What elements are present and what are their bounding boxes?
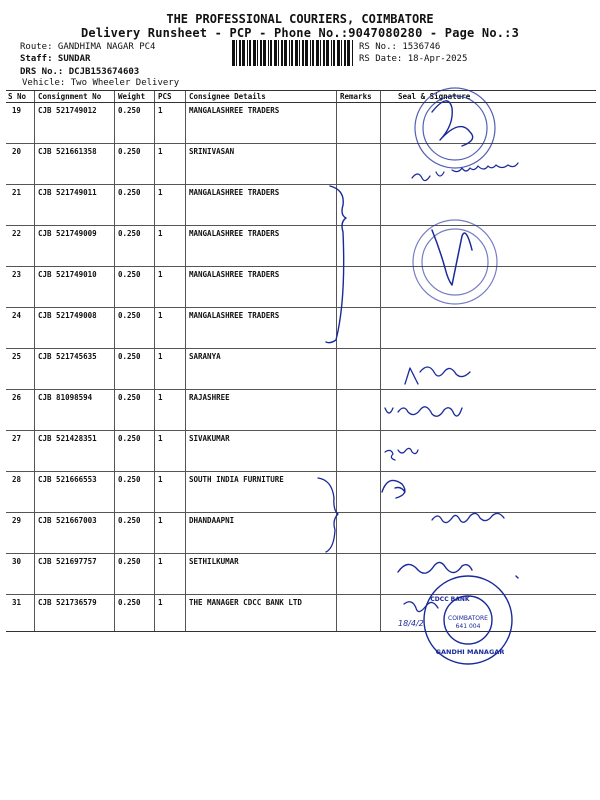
row-pcs: 1 xyxy=(158,352,163,361)
barcode-bar xyxy=(270,40,272,66)
rs-number: RS No.: 1536746 xyxy=(359,42,441,52)
svg-text:641 004: 641 004 xyxy=(455,623,481,630)
header-consignment-no: Consignment No xyxy=(38,92,102,101)
barcode-bar xyxy=(239,40,241,66)
table-row xyxy=(6,184,596,226)
row-weight: 0.250 xyxy=(118,147,141,156)
barcode-bar xyxy=(291,40,293,66)
table-row xyxy=(6,266,596,308)
header-pcs: PCS xyxy=(158,92,172,101)
row-consignment-no: CJB 521661358 xyxy=(38,147,97,156)
barcode-bar xyxy=(260,40,262,66)
row-pcs: 1 xyxy=(158,147,163,156)
row-consignment-no: CJB 521749010 xyxy=(38,270,97,279)
row-consignment-no: CJB 521749009 xyxy=(38,229,97,238)
row-sno: 30 xyxy=(12,557,22,566)
table-row xyxy=(6,471,596,513)
row-pcs: 1 xyxy=(158,393,163,402)
header-consignee: Consignee Details xyxy=(189,92,266,101)
row-consignment-no: CJB 81098594 xyxy=(38,393,93,402)
row-pcs: 1 xyxy=(158,434,163,443)
row-sno: 29 xyxy=(12,516,22,525)
table-row xyxy=(6,102,596,144)
table-row xyxy=(6,307,596,349)
row-weight: 0.250 xyxy=(118,516,141,525)
barcode-bar xyxy=(320,40,321,66)
row-sno: 26 xyxy=(12,393,22,402)
row-weight: 0.250 xyxy=(118,311,141,320)
barcode-bar xyxy=(236,40,237,66)
barcode-bar xyxy=(284,40,287,66)
barcode-bar xyxy=(247,40,248,66)
row-weight: 0.250 xyxy=(118,188,141,197)
header-sno: S No xyxy=(8,92,27,101)
table-row xyxy=(6,430,596,472)
row-weight: 0.250 xyxy=(118,229,141,238)
row-consignee: MANGALASHREE TRADERS xyxy=(189,229,280,238)
row-sno: 23 xyxy=(12,270,22,279)
row-pcs: 1 xyxy=(158,229,163,238)
header-remarks: Remarks xyxy=(340,92,372,101)
row-consignment-no: CJB 521666553 xyxy=(38,475,97,484)
row-consignee: MANGALASHREE TRADERS xyxy=(189,311,280,320)
barcode-bar xyxy=(312,40,314,66)
vehicle-label: Vehicle: Two Wheeler Delivery xyxy=(22,78,180,88)
row-weight: 0.250 xyxy=(118,598,141,607)
row-sno: 20 xyxy=(12,147,22,156)
row-sno: 25 xyxy=(12,352,22,361)
barcode-bar xyxy=(268,40,269,66)
table-row xyxy=(6,594,596,635)
row-consignee: MANGALASHREE TRADERS xyxy=(189,106,280,115)
barcode-bar xyxy=(242,40,245,66)
row-pcs: 1 xyxy=(158,311,163,320)
barcode-bar xyxy=(299,40,300,66)
row-weight: 0.250 xyxy=(118,557,141,566)
row-weight: 0.250 xyxy=(118,106,141,115)
svg-text:CDCC BANK: CDCC BANK xyxy=(430,596,470,603)
row-consignment-no: CJB 521697757 xyxy=(38,557,97,566)
barcode-bar xyxy=(232,40,235,66)
row-pcs: 1 xyxy=(158,188,163,197)
barcode-bar xyxy=(316,40,319,66)
row-pcs: 1 xyxy=(158,557,163,566)
row-sno: 22 xyxy=(12,229,22,238)
barcode-bar xyxy=(249,40,251,66)
row-consignment-no: CJB 521749008 xyxy=(38,311,97,320)
barcode xyxy=(230,40,356,66)
row-consignee: SRINIVASAN xyxy=(189,147,235,156)
runsheet-subtitle: Delivery Runsheet - PCP - Phone No.:9047080280 - Page No.:3 xyxy=(80,26,520,40)
delivery-table xyxy=(6,90,596,632)
row-sno: 27 xyxy=(12,434,22,443)
row-pcs: 1 xyxy=(158,516,163,525)
svg-text:GANDHI MANAGAR: GANDHI MANAGAR xyxy=(435,648,505,656)
barcode-bar xyxy=(333,40,335,66)
barcode-bar xyxy=(352,40,353,66)
route-label: Route: GANDHIMA NAGAR PC4 xyxy=(20,42,156,52)
barcode-bar xyxy=(337,40,340,66)
drs-number: DRS No.: DCJB153674603 xyxy=(20,67,140,77)
row-sno: 28 xyxy=(12,475,22,484)
row-sno: 19 xyxy=(12,106,22,115)
row-weight: 0.250 xyxy=(118,352,141,361)
row-weight: 0.250 xyxy=(118,434,141,443)
row-consignment-no: CJB 521749012 xyxy=(38,106,97,115)
barcode-bar xyxy=(323,40,325,66)
barcode-bar xyxy=(274,40,277,66)
barcode-bar xyxy=(347,40,350,66)
barcode-bar xyxy=(310,40,311,66)
row-consignment-no: CJB 521667003 xyxy=(38,516,97,525)
row-sno: 24 xyxy=(12,311,22,320)
table-row xyxy=(6,512,596,554)
barcode-bar xyxy=(302,40,304,66)
header-seal-signature: Seal & Signature xyxy=(398,92,471,101)
row-consignee: SARANYA xyxy=(189,352,221,361)
company-title: THE PROFESSIONAL COURIERS, COIMBATORE xyxy=(166,12,434,26)
row-consignee: RAJASHREE xyxy=(189,393,230,402)
row-pcs: 1 xyxy=(158,475,163,484)
barcode-bar xyxy=(278,40,279,66)
table-row xyxy=(6,348,596,390)
row-consignment-no: CJB 521428351 xyxy=(38,434,97,443)
barcode-bar xyxy=(253,40,256,66)
row-consignment-no: CJB 521749011 xyxy=(38,188,97,197)
barcode-bar xyxy=(257,40,258,66)
row-consignee: SIVAKUMAR xyxy=(189,434,230,443)
row-weight: 0.250 xyxy=(118,393,141,402)
table-row xyxy=(6,389,596,431)
barcode-bar xyxy=(263,40,266,66)
barcode-bar xyxy=(344,40,346,66)
row-pcs: 1 xyxy=(158,106,163,115)
staff-label: Staff: SUNDAR xyxy=(20,54,91,64)
row-pcs: 1 xyxy=(158,598,163,607)
barcode-bar xyxy=(305,40,308,66)
row-consignee: MANGALASHREE TRADERS xyxy=(189,188,280,197)
svg-text:18/4/2: 18/4/2 xyxy=(398,619,424,628)
row-consignee: SETHILKUMAR xyxy=(189,557,239,566)
rs-date: RS Date: 18-Apr-2025 xyxy=(359,54,468,64)
row-consignee: THE MANAGER CDCC BANK LTD xyxy=(189,598,302,607)
row-weight: 0.250 xyxy=(118,475,141,484)
barcode-bar xyxy=(295,40,298,66)
row-consignment-no: CJB 521736579 xyxy=(38,598,97,607)
row-consignee: MANGALASHREE TRADERS xyxy=(189,270,280,279)
barcode-bar xyxy=(281,40,283,66)
svg-text:COIMBATORE: COIMBATORE xyxy=(448,615,488,622)
row-sno: 21 xyxy=(12,188,22,197)
row-consignment-no: CJB 521745635 xyxy=(38,352,97,361)
barcode-bar xyxy=(341,40,342,66)
row-weight: 0.250 xyxy=(118,270,141,279)
table-row xyxy=(6,225,596,267)
table-row xyxy=(6,553,596,595)
runsheet-header xyxy=(0,0,600,90)
row-consignee: DHANDAAPNI xyxy=(189,516,235,525)
row-consignee: SOUTH INDIA FURNITURE xyxy=(189,475,284,484)
table-row xyxy=(6,143,596,185)
barcode-bar xyxy=(326,40,329,66)
barcode-bar xyxy=(289,40,290,66)
row-sno: 31 xyxy=(12,598,22,607)
barcode-bar xyxy=(331,40,332,66)
row-pcs: 1 xyxy=(158,270,163,279)
header-weight: Weight xyxy=(118,92,146,101)
